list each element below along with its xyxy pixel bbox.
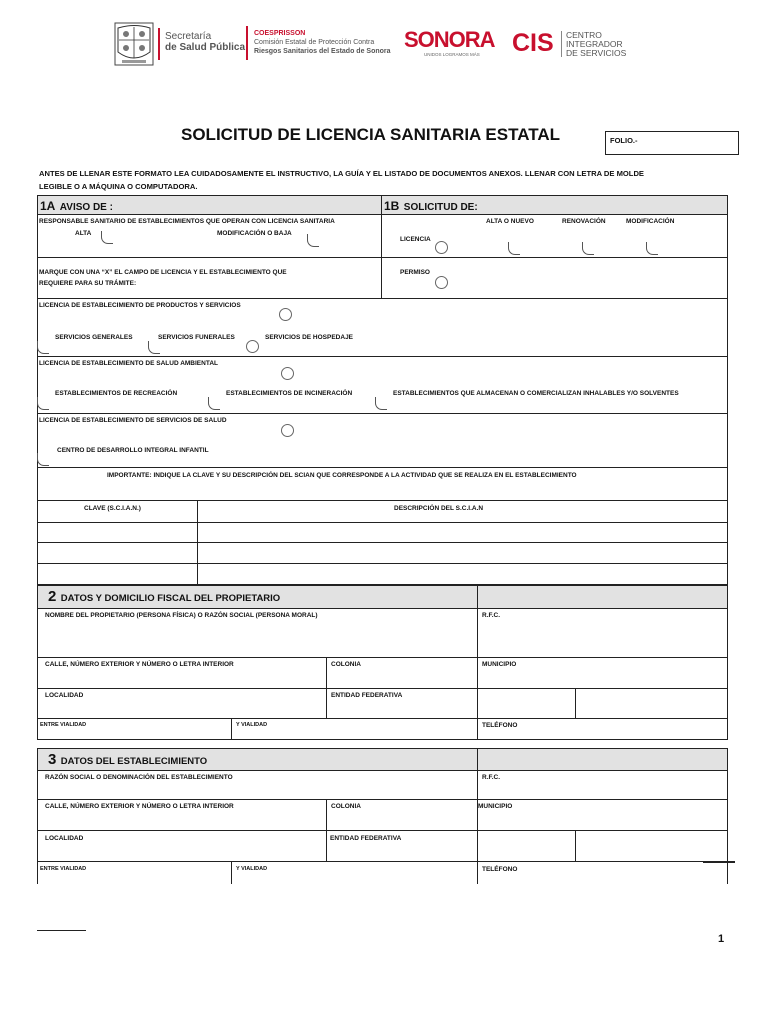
- lic-salud-title: LICENCIA DE ESTABLECIMIENTO DE SERVICIOS DE SALUD: [39, 417, 227, 424]
- establecimiento-calle-label: CALLE, NÚMERO EXTERIOR Y NÚMERO O LETRA INTERIOR: [45, 803, 234, 810]
- establecimiento-entidad-label: ENTIDAD FEDERATIVA: [330, 835, 402, 842]
- instructions-line-1: ANTES DE LLENAR ESTE FORMATO LEA CUIDADOSAMENTE EL INSTRUCTIVO, LA GUÍA Y EL LISTADO DE DOCUMENTOS ANEXOS. LLENAR CON LETRA DE MOLDE: [39, 169, 644, 178]
- servicios-generales-label: SERVICIOS GENERALES: [55, 334, 133, 341]
- section-1-header-band: [38, 196, 727, 214]
- propietario-nombre-label: NOMBRE DEL PROPIETARIO (PERSONA FÍSICA) O RAZÓN SOCIAL (PERSONA MORAL): [45, 612, 318, 619]
- marque-label-2: REQUIERE PARA SU TRÁMITE:: [39, 280, 137, 287]
- header-logos: [0, 0, 768, 80]
- lic-ambiental-radio[interactable]: [281, 367, 294, 380]
- instructions-line-2: LEGIBLE O A MÁQUINA O COMPUTADORA.: [39, 182, 198, 191]
- licencia-modificacion-checkbox[interactable]: [646, 242, 658, 255]
- permiso-label: PERMISO: [400, 269, 430, 276]
- permiso-radio[interactable]: [435, 276, 448, 289]
- licencia-label: LICENCIA: [400, 236, 431, 243]
- incineracion-checkbox[interactable]: [208, 397, 220, 410]
- servicios-funerales-checkbox[interactable]: [148, 341, 160, 354]
- recreacion-checkbox[interactable]: [37, 397, 49, 410]
- folio-label: FOLIO.-: [610, 136, 638, 145]
- establecimiento-localidad-label: LOCALIDAD: [45, 835, 84, 842]
- cis-divider: [561, 31, 562, 57]
- marque-label-1: MARQUE CON UNA “X” EL CAMPO DE LICENCIA Y EL ESTABLECIMIENTO QUE: [39, 269, 287, 276]
- page-number: 1: [718, 933, 725, 945]
- licencia-alta-checkbox[interactable]: [508, 242, 520, 255]
- scian-row-1[interactable]: [38, 523, 727, 541]
- lic-productos-title: LICENCIA DE ESTABLECIMIENTO DE PRODUCTOS Y SERVICIOS: [39, 302, 241, 309]
- licencia-renovacion-checkbox[interactable]: [582, 242, 594, 255]
- renovacion-label: RENOVACIÓN: [562, 218, 606, 225]
- inhalables-label: ESTABLECIMIENTOS QUE ALMACENAN O COMERCIALIZAN INHALABLES Y/O SOLVENTES: [393, 390, 679, 397]
- importante-note: IMPORTANTE: INDIQUE LA CLAVE Y SU DESCRIPCIÓN DEL SCIAN QUE CORRESPONDE A LA ACTIVIDAD QUE SE REALIZA EN EL ESTABLECIMIENTO: [107, 472, 577, 479]
- cendi-label: CENTRO DE DESARROLLO INTEGRAL INFANTIL: [57, 447, 209, 454]
- servicios-hospedaje-radio[interactable]: [246, 340, 259, 353]
- secretaria-salud-logo: Secretaría de Salud Pública: [165, 31, 246, 53]
- lic-ambiental-title: LICENCIA DE ESTABLECIMIENTO DE SALUD AMBIENTAL: [39, 360, 218, 367]
- incineracion-label: ESTABLECIMIENTOS DE INCINERACIÓN: [226, 390, 353, 397]
- establecimiento-colonia-label: COLONIA: [331, 803, 361, 810]
- lic-salud-radio[interactable]: [281, 424, 294, 437]
- aviso-modificacion-checkbox[interactable]: [307, 234, 319, 247]
- modificacion-label: MODIFICACIÓN: [626, 218, 675, 225]
- logo-divider-red: [158, 28, 160, 60]
- alta-nuevo-label: ALTA O NUEVO: [486, 218, 534, 225]
- logo-divider-red-2: [246, 26, 248, 60]
- propietario-colonia-label: COLONIA: [331, 661, 361, 668]
- establecimiento-yvialidad-label: Y VIALIDAD: [236, 866, 268, 872]
- aviso-alta-label: ALTA: [75, 230, 92, 237]
- establecimiento-rfc-label: R.F.C.: [482, 774, 501, 781]
- propietario-entidad-label: ENTIDAD FEDERATIVA: [331, 692, 403, 699]
- propietario-municipio-label: MUNICIPIO: [482, 661, 517, 668]
- section-1a-heading: 1A AVISO DE :: [40, 199, 113, 213]
- establecimiento-telefono-label: TELÉFONO: [482, 866, 518, 873]
- propietario-telefono-label: TELÉFONO: [482, 722, 518, 729]
- section-3-heading: 3 DATOS DEL ESTABLECIMIENTO: [48, 751, 208, 768]
- scian-row-3[interactable]: [38, 564, 727, 584]
- servicios-hospedaje-label: SERVICIOS DE HOSPEDAJE: [265, 334, 354, 341]
- aviso-modificacion-label: MODIFICACIÓN O BAJA: [217, 230, 292, 237]
- section-2-heading: 2 DATOS Y DOMICILIO FISCAL DEL PROPIETARIO: [48, 588, 281, 605]
- state-seal-logo: [114, 22, 154, 66]
- aviso-alta-checkbox[interactable]: [101, 231, 113, 244]
- scian-desc-header: DESCRIPCIÓN DEL S.C.I.A.N: [394, 505, 484, 512]
- recreacion-label: ESTABLECIMIENTOS DE RECREACIÓN: [55, 390, 178, 397]
- cis-logo: CIS: [512, 29, 554, 57]
- footnote-rule: [37, 930, 86, 931]
- scian-row-2[interactable]: [38, 543, 727, 562]
- inhalables-checkbox[interactable]: [375, 397, 387, 410]
- propietario-entre-label: ENTRE VIALIDAD: [40, 722, 87, 728]
- sonora-logo: SONORA UNIDOS LOGRAMOS MÁS: [404, 27, 495, 57]
- section-1b-heading: 1B SOLICITUD DE:: [384, 199, 478, 213]
- cis-text: CENTRO INTEGRADOR DE SERVICIOS: [566, 30, 627, 58]
- cendi-checkbox[interactable]: [37, 453, 49, 466]
- page-title: SOLICITUD DE LICENCIA SANITARIA ESTATAL: [181, 125, 561, 144]
- servicios-funerales-label: SERVICIOS FUNERALES: [158, 334, 235, 341]
- establecimiento-municipio-label: MUNICIPIO: [478, 803, 513, 810]
- establecimiento-razon-label: RAZÓN SOCIAL O DENOMINACIÓN DEL ESTABLECIMIENTO: [45, 774, 233, 781]
- propietario-localidad-label: LOCALIDAD: [45, 692, 84, 699]
- responsable-label: RESPONSABLE SANITARIO DE ESTABLECIMIENTOS QUE OPERAN CON LICENCIA SANITARIA: [39, 218, 335, 225]
- establecimiento-entre-label: ENTRE VIALIDAD: [40, 866, 87, 872]
- coesprisson-logo: COESPRISSON Comisión Estatal de Protección Contra Riesgos Sanitarios del Estado de Sonora: [254, 30, 391, 55]
- propietario-calle-label: CALLE, NÚMERO EXTERIOR Y NÚMERO O LETRA INTERIOR: [45, 661, 234, 668]
- servicios-generales-checkbox[interactable]: [37, 341, 49, 354]
- propietario-rfc-label: R.F.C.: [482, 612, 501, 619]
- folio-field[interactable]: [605, 131, 739, 155]
- lic-productos-radio[interactable]: [279, 308, 292, 321]
- licencia-radio[interactable]: [435, 241, 448, 254]
- scian-clave-header: CLAVE (S.C.I.A.N.): [84, 505, 141, 512]
- propietario-yvialidad-label: Y VIALIDAD: [236, 722, 268, 728]
